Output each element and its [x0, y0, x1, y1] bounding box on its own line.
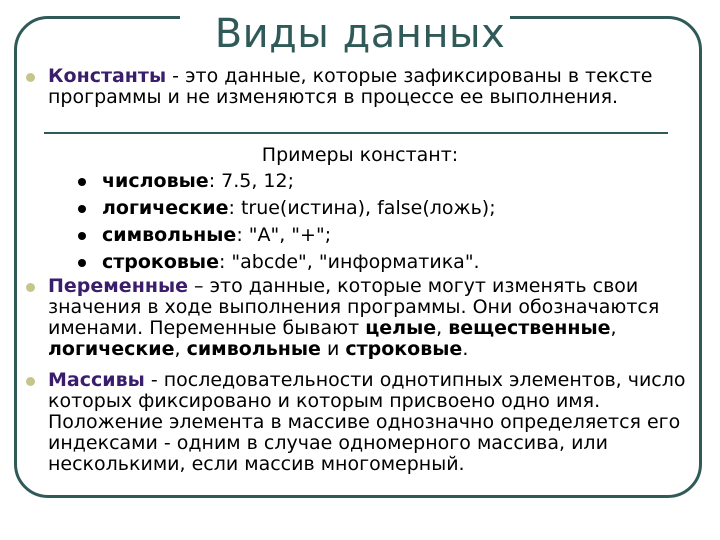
arrays-term: Массивы: [48, 369, 145, 391]
separator: ,: [436, 317, 449, 339]
example-term: логические: [102, 197, 229, 219]
examples-heading: Примеры констант:: [261, 144, 459, 166]
separator: и: [320, 338, 346, 360]
bullet-variables: [26, 283, 35, 292]
bullet-constants: [26, 73, 35, 82]
variables-type-bool: логические: [48, 338, 175, 360]
variables-type-char: символьные: [186, 338, 321, 360]
arrays-text: - последовательности однотипных элементов, число которых фиксировано и которым присвоено одно имя. Положение элемента в массиве однозначно определяется его индексами - одним в случае одномерного массива, или несколькими, если массив многомерный.: [48, 369, 686, 475]
example-term: строковые: [102, 251, 219, 273]
example-dot-1: [78, 178, 86, 186]
example-item-3: [102, 225, 331, 246]
example-dot-4: [78, 259, 86, 267]
example-term: символьные: [102, 224, 237, 246]
variables-type-string: строковые: [345, 338, 463, 360]
bullet-arrays: [26, 377, 35, 386]
divider-line: [44, 132, 668, 134]
example-text: : 7.5, 12;: [208, 170, 295, 192]
slide-title: Виды данных: [214, 11, 506, 57]
variables-term: Переменные: [48, 275, 189, 297]
example-text: : true(истина), false(ложь);: [228, 197, 496, 219]
variables-text: – это данные, которые могут изменять свои значения в ходе выполнения программы. Они обозначаются именами. Переменные бывают: [48, 275, 660, 339]
example-dot-2: [78, 205, 86, 213]
separator: ,: [610, 317, 617, 339]
variables-type-real: вещественные: [448, 317, 611, 339]
example-item-2: [102, 198, 496, 219]
example-item-1: [102, 171, 294, 192]
example-dot-3: [78, 232, 86, 240]
example-item-4: [102, 252, 480, 273]
example-text: : "А", "+";: [236, 224, 332, 246]
constants-term: Константы: [48, 65, 167, 87]
example-term: числовые: [102, 170, 209, 192]
separator: ,: [174, 338, 187, 360]
constants-text: - это данные, которые зафиксированы в тексте программы и не изменяются в процессе ее выполнения.: [48, 65, 653, 108]
constants-paragraph: [48, 66, 688, 108]
example-text: : "abcde", "информатика".: [218, 251, 480, 273]
variables-paragraph: [48, 276, 688, 360]
variables-type-int: целые: [365, 317, 437, 339]
arrays-paragraph: [48, 370, 688, 475]
separator: .: [462, 338, 469, 360]
